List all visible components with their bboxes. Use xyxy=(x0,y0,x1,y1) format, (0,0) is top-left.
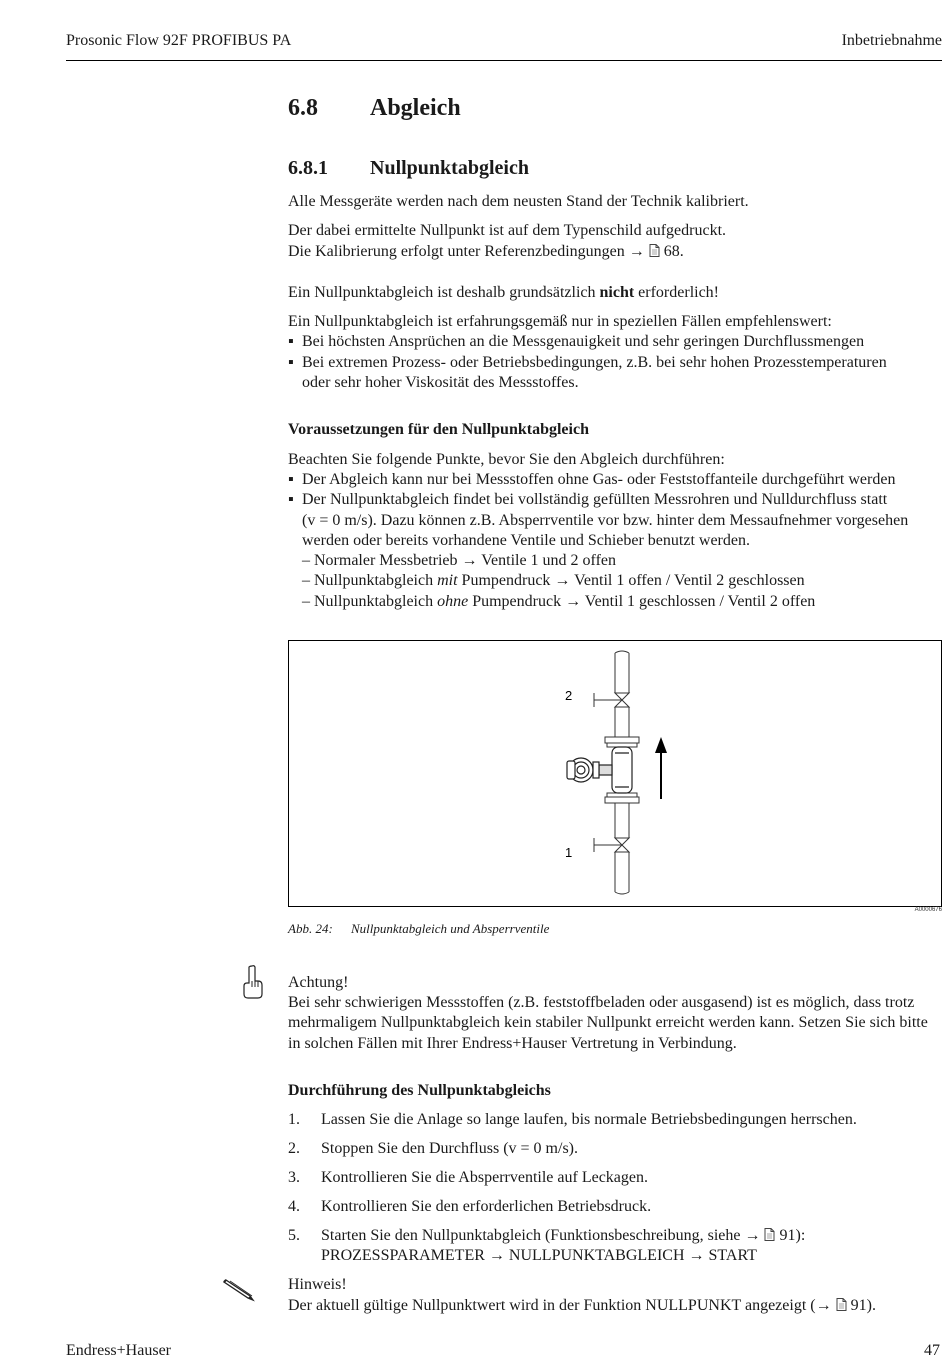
page-ref[interactable]: 91). xyxy=(850,1297,876,1314)
bullet-icon: ▪ xyxy=(288,491,294,508)
arrow-icon: → xyxy=(744,1227,761,1244)
bullet-icon: ▪ xyxy=(288,471,294,488)
figure-caption xyxy=(288,921,549,937)
dash-item: – Nullpunktabgleich mit Pumpendruck → Ventil 1 offen / Ventil 2 geschlossen xyxy=(302,572,805,589)
intro-paragraph-2a: Der dabei ermittelte Nullpunkt ist auf dem Typenschild aufgedruckt. xyxy=(288,222,727,239)
list-item-text: Der Abgleich kann nur bei Messstoffen ohne Gas- oder Feststoffanteile durchgeführt werden xyxy=(302,471,896,488)
emphasis-italic: ohne xyxy=(437,593,469,610)
page-ref-icon xyxy=(836,1297,851,1314)
bullet-icon: ▪ xyxy=(288,333,294,350)
dash-item: – Normaler Messbetrieb → Ventile 1 und 2 offen xyxy=(302,552,617,569)
caution-hand-icon xyxy=(240,964,266,1005)
list-item xyxy=(288,490,887,510)
valve-2-label: 2 xyxy=(565,688,573,703)
page-ref-icon xyxy=(649,243,664,260)
intro-paragraph-4: Ein Nullpunktabgleich ist erfahrungsgemäß nur in speziellen Fällen empfehlenswert: xyxy=(288,313,832,330)
intro-paragraph-3 xyxy=(288,283,719,303)
flowmeter-sensor xyxy=(567,747,632,793)
section-heading xyxy=(288,95,461,121)
arrow-icon: → xyxy=(628,243,645,260)
list-item: 1. Lassen Sie die Anlage so lange laufen, bis normale Betriebsbedingungen herrschen. xyxy=(288,1111,857,1128)
arrow-icon: → xyxy=(554,572,571,589)
footer-company: Endress+Hauser xyxy=(66,1342,171,1359)
list-item: 3. Kontrollieren Sie die Absperrventile auf Leckagen. xyxy=(288,1169,648,1186)
procedure-heading: Durchführung des Nullpunktabgleichs xyxy=(288,1082,551,1099)
pipe-diagram xyxy=(289,641,941,906)
note-pencil-icon xyxy=(222,1276,256,1307)
list-item-continuation: oder sehr hoher Viskosität des Messstoffes. xyxy=(302,374,579,391)
arrow-icon: → xyxy=(815,1297,832,1314)
prereq-heading: Voraussetzungen für den Nullpunktabgleich xyxy=(288,421,589,438)
emphasis-italic: mit xyxy=(437,572,458,589)
list-item: 4. Kontrollieren Sie den erforderlichen Betriebsdruck. xyxy=(288,1198,652,1215)
list-item xyxy=(288,332,864,352)
note-text: Der aktuell gültige Nullpunktwert wird in der Funktion NULLPUNKT angezeigt (→ 91). xyxy=(288,1297,876,1314)
page-number: 47 xyxy=(924,1342,940,1359)
caption-number: Abb. 24: xyxy=(288,921,333,936)
caution-line: in solchen Fällen mit Ihrer Endress+Hauser Vertretung in Verbindung. xyxy=(288,1035,737,1052)
list-item-continuation: PROZESSPARAMETER → NULLPUNKTABGLEICH → START xyxy=(321,1247,757,1264)
list-item-text: Bei höchsten Ansprüchen an die Messgenauigkeit und sehr geringen Durchflussmengen xyxy=(302,333,865,350)
flow-direction-arrow xyxy=(655,737,667,799)
arrow-icon: → xyxy=(565,593,582,610)
list-item xyxy=(288,470,895,490)
list-item-continuation: werden oder bereits vorhandene Ventile und Schieber benutzt werden. xyxy=(302,532,750,549)
list-item: 5. Starten Sie den Nullpunktabgleich (Funktionsbeschreibung, siehe → 91): xyxy=(288,1227,806,1244)
caution-line: mehrmaligem Nullpunktabgleich kein stabiler Nullpunkt erreicht werden kann. Setzen Sie sich bitte xyxy=(288,1014,928,1031)
figure-valves-diagram xyxy=(288,640,942,907)
header-rule xyxy=(66,60,942,61)
note-title: Hinweis! xyxy=(288,1276,347,1293)
running-header-title: Prosonic Flow 92F PROFIBUS PA xyxy=(66,32,292,49)
intro-text: Die Kalibrierung erfolgt unter Referenzbedingungen xyxy=(288,243,625,260)
subsection-number: 6.8.1 xyxy=(288,157,328,179)
emphasis-bold: nicht xyxy=(599,284,635,301)
caution-line: Bei sehr schwierigen Messstoffen (z.B. feststoffbeladen oder ausgasend) ist es möglich, dass trotz xyxy=(288,994,915,1011)
text: erforderlich! xyxy=(634,284,720,301)
subsection-title: Nullpunktabgleich xyxy=(370,157,529,179)
arrow-icon: → xyxy=(688,1247,705,1264)
caption-text: Nullpunktabgleich und Absperrventile xyxy=(351,921,550,936)
list-item: 2. Stoppen Sie den Durchfluss (v = 0 m/s). xyxy=(288,1140,578,1157)
list-item xyxy=(288,353,887,373)
list-item-continuation: (v = 0 m/s). Dazu können z.B. Absperrventile vor bzw. hinter dem Messaufnehmer vorgesehen xyxy=(302,512,909,529)
intro-paragraph-1: Alle Messgeräte werden nach dem neusten Stand der Technik kalibriert. xyxy=(288,193,749,210)
arrow-icon: → xyxy=(488,1247,505,1264)
running-header-chapter: Inbetriebnahme xyxy=(841,32,942,49)
prereq-paragraph: Beachten Sie folgende Punkte, bevor Sie den Abgleich durchführen: xyxy=(288,451,725,468)
list-item-text: Bei extremen Prozess- oder Betriebsbedingungen, z.B. bei sehr hohen Prozesstemperaturen xyxy=(302,354,887,371)
figure-code: A0000676 xyxy=(914,907,942,913)
caution-title: Achtung! xyxy=(288,974,349,991)
page-ref[interactable]: 91): xyxy=(779,1227,806,1244)
page-ref[interactable]: 68. xyxy=(663,243,684,260)
section-title: Abgleich xyxy=(370,95,461,121)
subsection-heading xyxy=(288,158,529,178)
intro-paragraph-2b xyxy=(288,242,684,262)
page-ref-icon xyxy=(764,1227,779,1244)
bullet-icon: ▪ xyxy=(288,354,294,371)
section-number: 6.8 xyxy=(288,95,318,121)
arrow-icon: → xyxy=(461,552,478,569)
valve-1-label: 1 xyxy=(565,845,573,860)
text: Ein Nullpunktabgleich ist deshalb grundsätzlich xyxy=(288,284,600,301)
list-item-text: Der Nullpunktabgleich findet bei vollständig gefüllten Messrohren und Nulldurchfluss statt xyxy=(302,491,888,508)
dash-item: – Nullpunktabgleich ohne Pumpendruck → Ventil 1 geschlossen / Ventil 2 offen xyxy=(302,593,816,610)
